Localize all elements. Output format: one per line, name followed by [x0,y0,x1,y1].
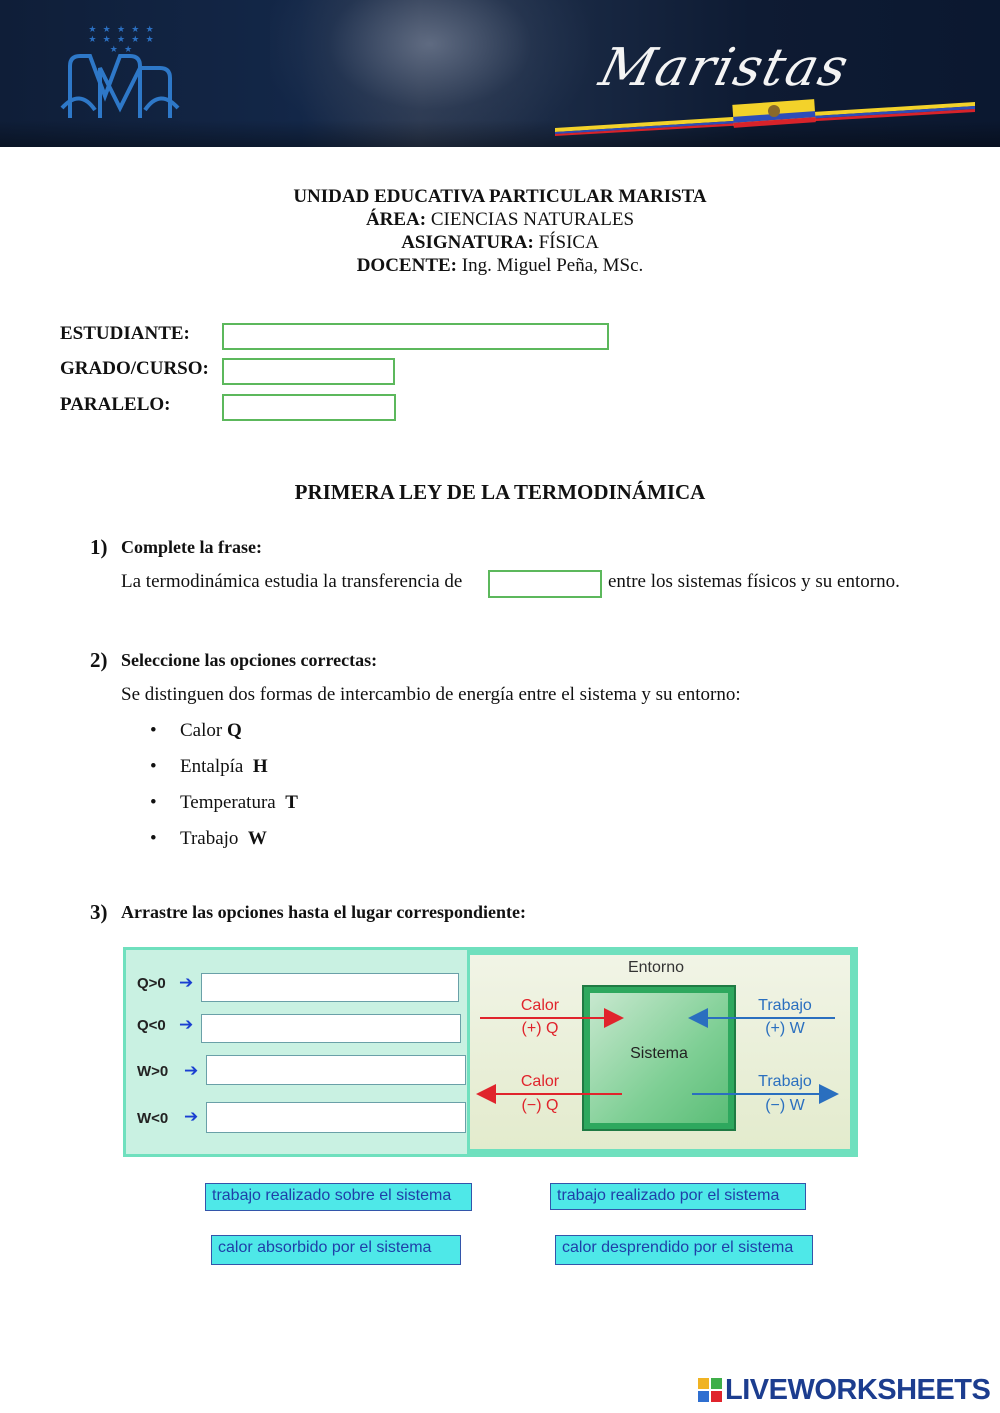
q2-option-work[interactable]: • Trabajo W [150,828,267,849]
q3-number: 3) [90,900,108,924]
heat-out-sign: (−) Q [521,1097,559,1114]
q2-number: 2) [90,648,108,672]
drag-option-work-on-system[interactable]: trabajo realizado sobre el sistema [205,1183,472,1211]
q3-title: Arrastre las opciones hasta el lugar correspondiente: [121,902,526,922]
arrow-right-icon: ➔ [179,1015,194,1035]
subject-line [0,231,1000,254]
q2-text: Se distinguen dos formas de intercambio de energía entre el sistema y su entorno: [121,684,741,705]
liveworksheets-icon [698,1378,722,1402]
q1-number: 1) [90,535,108,559]
area-value: CIENCIAS NATURALES [430,209,635,230]
section-label: PARALELO: [60,394,171,415]
school-name: UNIDAD EDUCATIVA PARTICULAR MARISTA [293,186,707,207]
system-label: Sistema [630,1045,688,1062]
maristas-brand-text: Maristas [593,38,856,98]
q1-text-before: La termodinámica estudia la transferencia de [121,571,463,592]
work-out-sign: (−) W [765,1097,805,1114]
q1-text-after: entre los sistemas físicos y su entorno. [608,571,900,592]
subject-label: ASIGNATURA: [401,232,534,253]
grade-input[interactable] [222,358,395,385]
teacher-line [0,254,1000,277]
grade-label: GRADO/CURSO: [60,358,209,379]
subject-value: FÍSICA [538,232,599,253]
q2-option-heat[interactable]: • Calor Q [150,720,242,741]
work-in-sign: (+) W [765,1020,805,1037]
student-input[interactable] [222,323,609,350]
teacher-label: DOCENTE: [356,255,457,276]
drop-target-w-neg[interactable] [206,1102,466,1133]
system-environment-figure [470,955,850,1149]
header-banner [0,0,1000,147]
environment-label: Entorno [627,959,685,976]
section-input[interactable] [222,394,396,421]
row-label-q-neg: Q<0 [137,1017,166,1034]
q2-option-enthalpy[interactable]: • Entalpía H [150,756,268,777]
row-label-q-pos: Q>0 [137,975,166,992]
page-title: PRIMERA LEY DE LA TERMODINÁMICA [294,480,706,504]
work-in-label: Trabajo [758,997,812,1014]
work-out-label: Trabajo [758,1073,812,1090]
marist-monogram-logo [60,48,180,124]
q2-title: Seleccione las opciones correctas: [121,650,378,670]
drop-target-q-neg[interactable] [201,1014,461,1043]
liveworksheets-logo: LIVEWORKSHEETS [698,1374,998,1410]
heat-in-sign: (+) Q [521,1020,559,1037]
row-label-w-pos: W>0 [137,1063,169,1080]
drag-option-heat-absorbed[interactable]: calor absorbido por el sistema [211,1235,461,1265]
heat-out-label: Calor [520,1073,560,1090]
thermo-diagram [123,947,858,1157]
q2-option-temperature[interactable]: • Temperatura T [150,792,298,813]
student-label: ESTUDIANTE: [60,323,190,344]
drag-option-heat-released[interactable]: calor desprendido por el sistema [555,1235,813,1265]
area-line [0,208,1000,231]
drop-target-w-pos[interactable] [206,1055,466,1085]
q1-title: Complete la frase: [121,537,262,557]
heat-in-label: Calor [520,997,560,1014]
row-label-w-neg: W<0 [137,1110,169,1127]
ecuador-flag-ribbon [555,96,975,136]
teacher-value: Ing. Miguel Peña, MSc. [461,255,644,276]
area-label: ÁREA: [365,209,427,230]
energy-arrows [470,955,850,1149]
q1-answer-input[interactable] [488,570,602,598]
drag-option-work-by-system[interactable]: trabajo realizado por el sistema [550,1183,806,1210]
arrow-right-icon: ➔ [184,1107,199,1127]
drop-target-q-pos[interactable] [201,973,459,1002]
arrow-right-icon: ➔ [184,1061,199,1081]
arrow-right-icon: ➔ [179,973,194,993]
logo-stars: ★ ★ ★ ★ ★ ★ ★ ★ ★ ★ ★ ★ [88,24,156,54]
